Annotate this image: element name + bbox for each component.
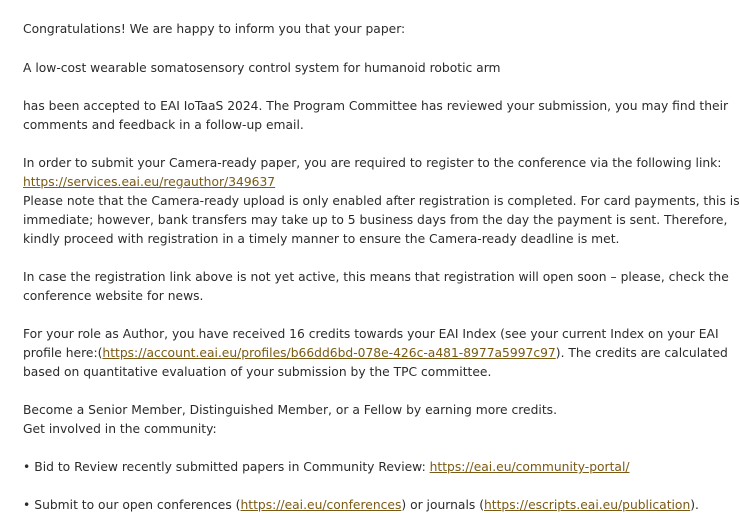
note-line-3: kindly proceed with registration in a timely manner to ensure the Camera-ready deadline is met. — [23, 232, 620, 246]
credits-line-2-prefix: profile here:( — [23, 346, 103, 360]
registration-link[interactable]: https://services.eai.eu/regauthor/349637 — [23, 175, 276, 189]
credits-line-3: based on quantitative evaluation of your submission by the TPC committee. — [23, 365, 492, 379]
journals-link[interactable]: https://escripts.eai.eu/publication — [484, 498, 691, 512]
bullet-submit-prefix: Submit to our open conferences ( — [34, 498, 241, 512]
involved-line: Get involved in the community: — [23, 422, 217, 436]
inactive-line-1: In case the registration link above is not yet active, this means that registration will open soon – please, check the — [23, 270, 729, 284]
bullet-submit-middle: ) or journals ( — [401, 498, 484, 512]
bullet-icon: • — [23, 498, 31, 512]
bullet-submit-suffix: ). — [690, 498, 699, 512]
bullet-review — [23, 458, 630, 477]
member-line: Become a Senior Member, Distinguished Member, or a Fellow by earning more credits. — [23, 403, 557, 417]
bullet-submit — [23, 496, 699, 515]
conferences-link[interactable]: https://eai.eu/conferences — [240, 498, 402, 512]
accepted-line-2: comments and feedback in a follow-up email. — [23, 118, 304, 132]
bullet-review-text: Bid to Review recently submitted papers in Community Review: — [34, 460, 430, 474]
accepted-line-1: has been accepted to EAI IoTaaS 2024. The Program Committee has reviewed your submission, you may find their — [23, 99, 729, 113]
note-line-2: immediate; however, bank transfers may take up to 5 business days from the day the payment is sent. Therefore, — [23, 213, 728, 227]
note-line-1: Please note that the Camera-ready upload is only enabled after registration is completed. For card payments, this is — [23, 194, 740, 208]
paper-title: A low-cost wearable somatosensory control system for humanoid robotic arm — [23, 61, 501, 75]
register-instruction: In order to submit your Camera-ready paper, you are required to register to the conference via the following link: — [23, 156, 722, 170]
credits-line-2 — [23, 344, 728, 363]
credits-line-2-suffix: ). The credits are calculated — [555, 346, 728, 360]
greeting-text: Congratulations! We are happy to inform you that your paper: — [23, 22, 406, 36]
register-link-row — [23, 173, 275, 192]
community-portal-link[interactable]: https://eai.eu/community-portal/ — [429, 460, 630, 474]
credits-line-1: For your role as Author, you have received 16 credits towards your EAI Index (see your current Index on your EAI — [23, 327, 719, 341]
bullet-icon: • — [23, 460, 31, 474]
profile-link[interactable]: https://account.eai.eu/profiles/b66dd6bd-078e-426c-a481-8977a5997c97 — [102, 346, 556, 360]
inactive-line-2: conference website for news. — [23, 289, 204, 303]
